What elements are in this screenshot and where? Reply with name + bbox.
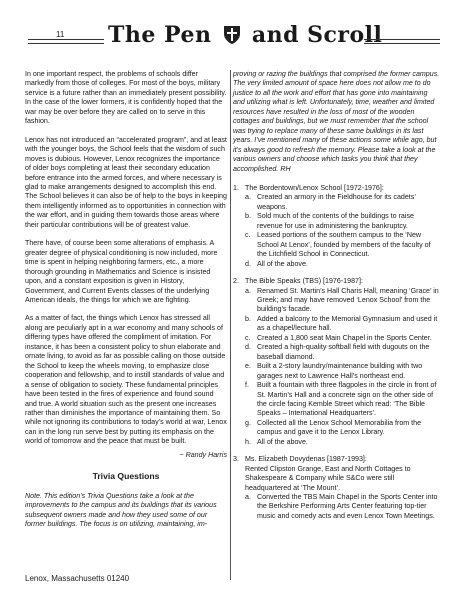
option-text: Built a fountain with three flagpoles in the circle in front of St. Martin’s Hall and a concrete sign on the other side of the circle facing Kemble Street which read: ‘The Bible Speaks – International Headquarters’. bbox=[257, 381, 437, 418]
option-list bbox=[245, 193, 440, 269]
option-item bbox=[245, 493, 440, 521]
option-text: Sold much of the contents of the buildings to raise revenue for use in administering the bankruptcy. bbox=[257, 212, 414, 230]
question-item bbox=[233, 277, 440, 447]
option-letter: d. bbox=[245, 259, 251, 268]
paragraph: There have, of course been some alterations of emphasis. A greater degree of physical conditioning is now included, more time is spent in helping neighboring farmers, etc., a more thorough grounding in Mathematics and Science is insisted upon, and a constant exposition is given in History, Government, and Current Events classes of the underlying American ideals, the things for which we are fighting. bbox=[25, 239, 218, 304]
masthead-right-text: and Scroll bbox=[251, 22, 383, 48]
option-letter: c. bbox=[245, 231, 251, 240]
crest-icon bbox=[223, 25, 241, 45]
left-column bbox=[25, 70, 227, 538]
right-column bbox=[233, 70, 440, 529]
trivia-intro: Note. This edition’s Trivia Questions take a look at the improvements to the campus and its buildings that its various subsequent owners made and how they used some of our former buildings. The focus is on utilizing, maintaining, im- bbox=[25, 491, 217, 529]
option-text: All of the above. bbox=[257, 259, 308, 268]
question-description: Rented Clipston Grange, East and North Cottages to Shakespeare & Company while S&Co were still headquartered at ‘The Mount’. bbox=[245, 464, 411, 492]
option-item bbox=[245, 334, 440, 343]
option-letter: d. bbox=[245, 343, 251, 352]
column-divider bbox=[230, 70, 231, 580]
option-item bbox=[245, 260, 440, 269]
option-item bbox=[245, 193, 440, 212]
option-text: Leased portions of the southern campus to the ‘New School At Lenox’, founded by members of the faculty of the Litchfield School in Connecticut. bbox=[257, 231, 431, 259]
option-text: Created a high-quality softball field with dugouts on the baseball diamond. bbox=[257, 343, 430, 361]
paragraph: As a matter of fact, the things which Lenox has stressed all along are peculiarly apt in a war economy and many schools of differing types have offered the compliment of imitation. For instance, it has been a consistent policy to shun elaborate and ornate living, to avoid as far as possible calling on those outside the School to keep the wheels moving, to emphasize close cooperation and fellowship, and to instill standards of value and a sense of obligation to society. These fundamental principles have been tested in the fires of experience and found sound and true. A world situation such as the present one increases rather than diminishes the importance of maintaining them. So while not ignoring its contributions to today’s world at war, Lenox can in the long run serve best by putting its emphasis on the world of tomorrow and the peace that must be built. bbox=[25, 314, 227, 446]
trivia-title: Trivia Questions bbox=[92, 471, 160, 482]
masthead-title bbox=[108, 22, 383, 48]
question-title: Ms. Elizabeth Dovydenas [1987-1993]: bbox=[245, 455, 367, 464]
option-item bbox=[245, 231, 440, 259]
author-signature: ~ Randy Harris bbox=[179, 450, 227, 459]
option-letter: c. bbox=[245, 333, 251, 342]
option-item bbox=[245, 287, 440, 315]
option-letter: b. bbox=[245, 314, 251, 323]
option-text: Renamed St. Martin’s Hall Charis Hall, meaning ‘Grace’ in Greek; and may have removed ‘Lenox School’ from the building’s facade. bbox=[257, 286, 439, 314]
option-text: Converted the TBS Main Chapel in the Sports Center into the Berkshire Performing Arts Center featuring top-tier music and comedy acts and even Lenox Town Meetings. bbox=[257, 493, 438, 520]
option-item bbox=[245, 343, 440, 362]
header-rule-right bbox=[364, 39, 440, 44]
masthead-left-text: The Pen bbox=[108, 22, 212, 48]
question-item bbox=[233, 455, 440, 521]
option-letter: e. bbox=[245, 362, 251, 371]
question-list bbox=[233, 184, 440, 521]
footer-address: Lenox, Massachusetts 01240 bbox=[25, 574, 130, 583]
paragraph: In one important respect, the problems of schools differ markedly from those of colleges. For most of the boys, military service is a future rather than an immediately present possibility. In the case of the lower formers, it is confidently hoped that the war may be over before they are called on to serve in this fashion. bbox=[25, 70, 227, 126]
option-letter: a. bbox=[245, 493, 251, 502]
option-list bbox=[245, 287, 440, 448]
page-number: 11 bbox=[56, 30, 65, 39]
option-text: Created a 1,800 seat Main Chapel in the Sports Center. bbox=[257, 333, 432, 342]
option-letter: a. bbox=[245, 286, 251, 295]
option-item bbox=[245, 438, 440, 447]
question-number: 1. bbox=[233, 183, 239, 192]
paragraph: Lenox has not introduced an “accelerated program”, and at least with the younger boys, the School feels that the wisdom of such moves is dubious. However, Lenox recognizes the importance of older boys completing at least their secondary education before entrance into the armed forces, and where necessary is glad to make arrangements designed to accomplish this end. The School believes it can also be of help to the boys in keeping them intelligently informed as to opportunities in connection with the war effort, and in guiding them towards those areas where their particular contributions will be of greatest value. bbox=[25, 135, 227, 229]
option-text: All of the above. bbox=[257, 437, 308, 446]
option-letter: g. bbox=[245, 418, 251, 427]
question-number: 3. bbox=[233, 455, 239, 464]
option-text: Collected all the Lenox School Memorabilia from the campus and gave it to the Lenox Library. bbox=[257, 418, 422, 437]
option-item bbox=[245, 381, 440, 419]
option-item bbox=[245, 419, 440, 438]
option-item bbox=[245, 315, 440, 334]
option-list bbox=[245, 493, 440, 521]
option-text: Created an armory in the Fieldhouse for its cadets’ weapons. bbox=[257, 193, 416, 211]
option-letter: f. bbox=[245, 381, 249, 390]
option-text: Built a 2-story laundry/maintenance building with two garages next to Lawrence Hall’s northeast end. bbox=[257, 362, 423, 380]
question-number: 2. bbox=[233, 277, 239, 286]
header-rule-left bbox=[28, 39, 104, 44]
option-letter: b. bbox=[245, 212, 251, 221]
trivia-intro-continued: proving or razing the buildings that comprised the former campus. The very limited amount of space here does not allow me to do justice to all the work and effort that has gone into maintaining and utilizing what is left. Unfortunately, time, weather and limited resources have resulted in the loss of most of the wooden cottages and buildings, but we must remember that the school was trying to replace many of these same buildings in its last years. I’ve mentioned many of these actions some while ago, but it’s always good to refresh the memory. Please take a look at the various owners and choose which tasks you think that they accomplished. RH bbox=[233, 70, 440, 173]
option-item bbox=[245, 212, 440, 231]
option-letter: h. bbox=[245, 437, 251, 446]
page-header bbox=[8, 22, 455, 62]
question-title: The Bible Speaks (TBS) [1976-1987]: bbox=[245, 277, 363, 286]
option-letter: a. bbox=[245, 193, 251, 202]
question-item bbox=[233, 184, 440, 269]
question-title: The Bordentown/Lenox School [1972-1976]: bbox=[245, 183, 384, 192]
option-item bbox=[245, 362, 440, 381]
option-text: Added a balcony to the Memorial Gymnasium and used it as a chapel/lecture hall. bbox=[257, 314, 438, 333]
